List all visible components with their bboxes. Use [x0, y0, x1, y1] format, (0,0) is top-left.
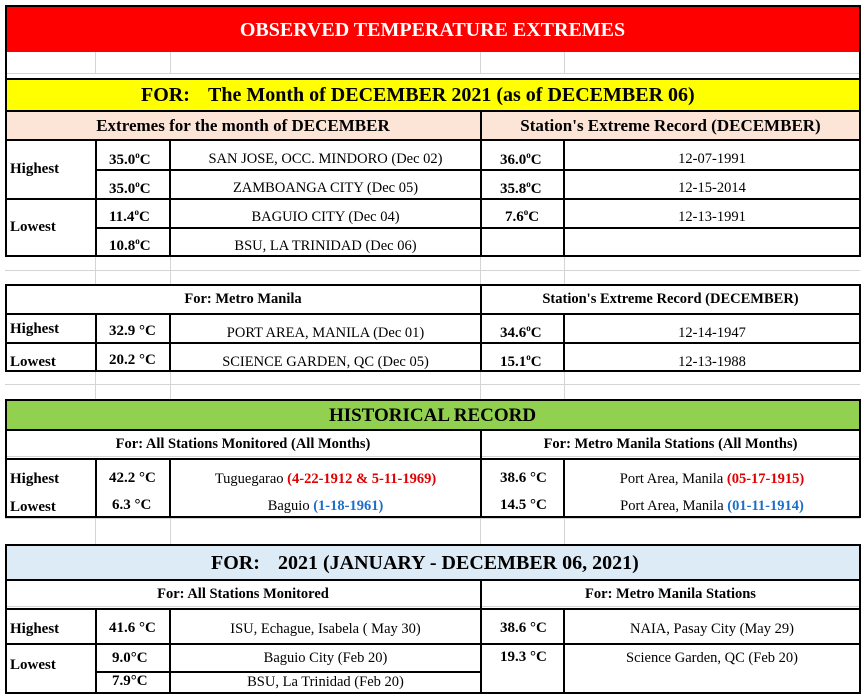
- historical-highest-station: Tuguegarao (4-22-1912 & 5-11-1969): [214, 471, 437, 487]
- december-row-2-temp: 35.0$^o$C: [109, 179, 151, 197]
- metro-lowest-label: Lowest: [10, 354, 56, 370]
- december-row-2-record-temp: 35.8$^o$C: [500, 179, 542, 197]
- year-lowest-row-2-station: BSU, La Trinidad (Feb 20): [247, 674, 404, 690]
- december-highest-label: Highest: [10, 161, 60, 177]
- metro-lowest-record-date: 12-13-1988: [678, 354, 746, 370]
- historical-mm-highest-date: (05-17-1915): [726, 471, 805, 487]
- metro-lowest-station: SCIENCE GARDEN, QC (Dec 05): [222, 354, 429, 370]
- year-mm-highest-station: NAIA, Pasay City (May 29): [630, 621, 794, 637]
- december-row-1-station: SAN JOSE, OCC. MINDORO (Dec 02): [208, 151, 443, 167]
- historical-lowest-temp: 6.3 °C: [112, 497, 152, 513]
- historical-left-header: For: All Stations Monitored (All Months): [115, 436, 371, 452]
- year-mm-highest-temp: 38.6 °C: [500, 620, 547, 636]
- period-text: The Month of DECEMBER 2021 (as of DECEMBER 06): [208, 84, 695, 106]
- year-lowest-row-1-temp: 9.0°C: [112, 650, 148, 666]
- december-row-3-station: BAGUIO CITY (Dec 04): [251, 209, 400, 225]
- year-lowest-row-1-station: Baguio City (Feb 20): [263, 650, 388, 666]
- historical-lowest-dates: (1-18-1961): [313, 498, 384, 514]
- metro-highest-record-temp: 34.6$^o$C: [500, 323, 542, 341]
- metro-lowest-temp: 20.2 °C: [109, 352, 156, 368]
- historical-right-header: For: Metro Manila Stations (All Months): [543, 436, 798, 452]
- year-right-header: For: Metro Manila Stations: [585, 586, 756, 602]
- december-row-1-temp: 35.0$^o$C: [109, 150, 151, 168]
- metro-highest-record-date: 12-14-1947: [678, 325, 746, 341]
- december-lowest-label: Lowest: [10, 219, 56, 235]
- december-row-2-record-date: 12-15-2014: [678, 180, 746, 196]
- december-row-4-temp: 10.8$^o$C: [109, 236, 151, 254]
- december-row-4-station: BSU, LA TRINIDAD (Dec 06): [234, 238, 417, 254]
- december-row-1-record-date: 12-07-1991: [678, 151, 746, 167]
- year-lowest-row-2-temp: 7.9°C: [112, 673, 148, 689]
- metro-highest-station: PORT AREA, MANILA (Dec 01): [226, 325, 425, 341]
- historical-title: HISTORICAL RECORD: [328, 405, 537, 426]
- december-row-3-record-temp: 7.6$^o$C: [505, 207, 540, 225]
- historical-mm-lowest-date: (01-11-1914): [727, 498, 804, 514]
- december-right-header: Station's Extreme Record (DECEMBER): [520, 116, 821, 135]
- historical-mm-lowest-station: Port Area, Manila (01-11-1914): [620, 498, 804, 514]
- historical-lowest-station: Baguio (1-18-1961): [267, 498, 384, 514]
- historical-mm-highest-temp: 38.6 °C: [500, 470, 547, 486]
- metro-left-header: For: Metro Manila: [184, 291, 302, 307]
- historical-highest-dates: (4-22-1912 & 5-11-1969): [287, 471, 437, 487]
- year-text: 2021 (JANUARY - DECEMBER 06, 2021): [278, 552, 639, 574]
- metro-highest-temp: 32.9 °C: [109, 323, 156, 339]
- historical-mm-lowest-temp: 14.5 °C: [500, 497, 547, 513]
- year-highest-temp: 41.6 °C: [109, 620, 156, 636]
- historical-mm-highest-station: Port Area, Manila (05-17-1915): [619, 471, 805, 487]
- historical-highest-label: Highest: [10, 471, 60, 487]
- december-row-1-record-temp: 36.0$^o$C: [500, 150, 542, 168]
- metro-lowest-record-temp: 15.1$^o$C: [500, 352, 542, 370]
- page-title: OBSERVED TEMPERATURE EXTREMES: [239, 19, 626, 41]
- december-row-3-temp: 11.4$^o$C: [109, 207, 150, 225]
- december-row-2-station: ZAMBOANGA CITY (Dec 05): [232, 180, 419, 196]
- period-label: FOR:: [141, 84, 190, 106]
- year-highest-station: ISU, Echague, Isabela ( May 30): [230, 621, 421, 637]
- year-label: FOR:: [211, 552, 260, 574]
- year-highest-label: Highest: [10, 621, 60, 637]
- historical-highest-temp: 42.2 °C: [109, 470, 156, 486]
- year-left-header: For: All Stations Monitored: [157, 586, 329, 602]
- year-mm-lowest-station: Science Garden, QC (Feb 20): [626, 650, 798, 666]
- year-lowest-label: Lowest: [10, 657, 56, 673]
- december-row-3-record-date: 12-13-1991: [678, 209, 746, 225]
- december-left-header: Extremes for the month of DECEMBER: [96, 116, 390, 135]
- historical-lowest-label: Lowest: [10, 499, 56, 515]
- metro-highest-label: Highest: [10, 321, 60, 337]
- metro-right-header: Station's Extreme Record (DECEMBER): [542, 291, 799, 307]
- year-mm-lowest-temp: 19.3 °C: [500, 649, 547, 665]
